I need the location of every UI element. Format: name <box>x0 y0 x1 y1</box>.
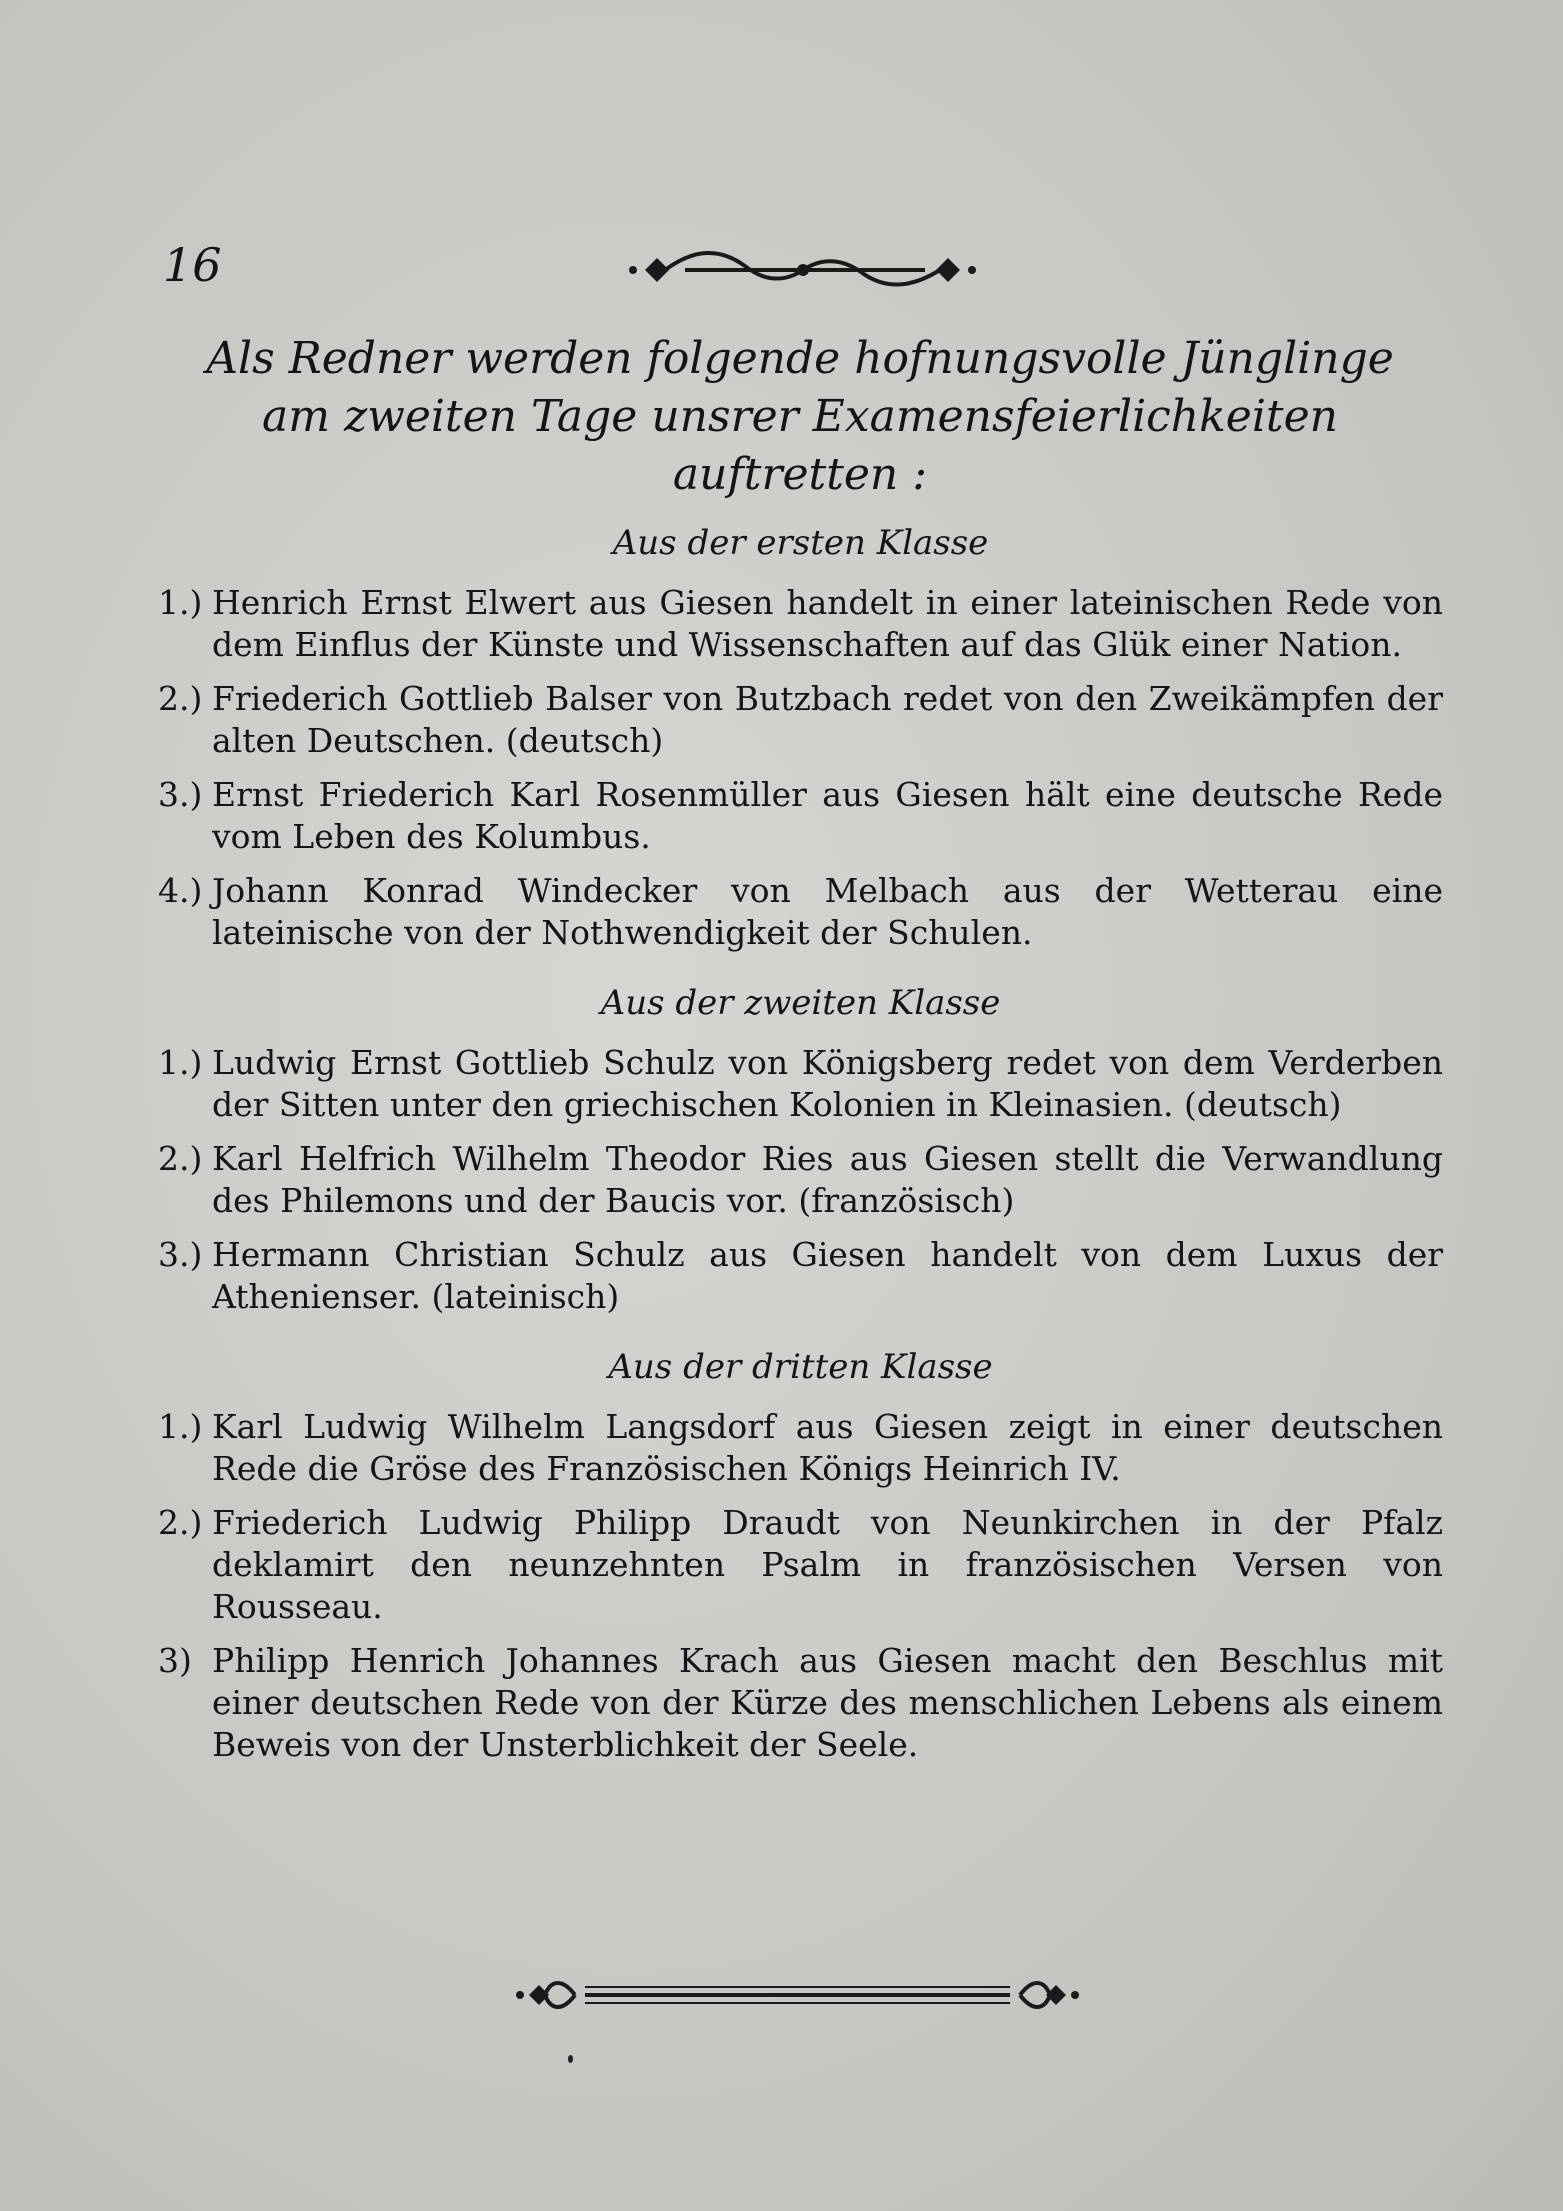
section-second-class <box>158 978 1443 1318</box>
section-title: Aus der ersten Klasse <box>612 523 989 563</box>
list-item <box>158 1640 1443 1766</box>
entry-text: Johann Konrad Windecker von Melbach aus der Wetterau eine lateinische von der Nothwendigkeit der Schulen. <box>212 871 1443 952</box>
heading-line: auftretten : <box>672 449 928 500</box>
ink-speck <box>568 2055 573 2063</box>
list-item <box>158 1502 1443 1628</box>
entry-text: Karl Helfrich Wilhelm Theodor Ries aus Giesen stellt die Verwandlung des Philemons und der Baucis vor. (französisch) <box>212 1139 1443 1220</box>
list-item <box>158 1406 1443 1490</box>
section-title: Aus der dritten Klasse <box>608 1347 993 1387</box>
page-number: 16 <box>163 238 222 292</box>
top-ornament-icon <box>625 238 980 302</box>
list-item <box>158 870 1443 954</box>
entry-text: Friederich Gottlieb Balser von Butzbach redet von den Zweikämpfen der alten Deutschen. (deutsch) <box>212 679 1443 760</box>
bottom-ornament-icon <box>515 1965 1080 2025</box>
entry-number: 1.) <box>158 1407 203 1446</box>
entry-number: 2.) <box>158 1139 203 1178</box>
entry-text: Friederich Ludwig Philipp Draudt von Neunkirchen in der Pfalz deklamirt den neunzehnten Psalm in französischen Versen von Rousseau. <box>212 1503 1443 1626</box>
entry-number: 3.) <box>158 775 203 814</box>
entry-number: 2.) <box>158 679 203 718</box>
list-item <box>158 678 1443 762</box>
section-title: Aus der zweiten Klasse <box>600 983 1001 1023</box>
section-first-class <box>158 518 1443 954</box>
entry-number: 4.) <box>158 871 203 910</box>
entry-text: Ludwig Ernst Gottlieb Schulz von Königsberg redet von dem Verderben der Sitten unter den griechischen Kolonien in Kleinasien. (deutsch) <box>212 1043 1443 1124</box>
heading-line: am zweiten Tage unsrer Examensfeierlichkeiten <box>262 391 1338 442</box>
list-item <box>158 1138 1443 1222</box>
list-item <box>158 1234 1443 1318</box>
list-item <box>158 582 1443 666</box>
speaker-list <box>158 518 1443 1778</box>
entry-number: 1.) <box>158 583 203 622</box>
heading-line: Als Redner werden folgende hofnungsvolle Jünglinge <box>206 333 1394 384</box>
list-item <box>158 1042 1443 1126</box>
entry-number: 3) <box>158 1641 192 1680</box>
entry-text: Hermann Christian Schulz aus Giesen handelt von dem Luxus der Athenienser. (lateinisch) <box>212 1235 1443 1316</box>
section-third-class <box>158 1342 1443 1766</box>
entry-number: 3.) <box>158 1235 203 1274</box>
entry-number: 2.) <box>158 1503 203 1542</box>
entry-text: Ernst Friederich Karl Rosenmüller aus Giesen hält eine deutsche Rede vom Leben des Kolumbus. <box>212 775 1443 856</box>
entry-text: Karl Ludwig Wilhelm Langsdorf aus Giesen zeigt in einer deutschen Rede die Gröse des Französischen Königs Heinrich IV. <box>212 1407 1443 1488</box>
entry-text: Henrich Ernst Elwert aus Giesen handelt in einer lateinischen Rede von dem Einflus der Künste und Wissenschaften auf das Glük einer Nation. <box>212 583 1443 664</box>
announcement-heading <box>170 330 1430 504</box>
entry-number: 1.) <box>158 1043 203 1082</box>
entry-text: Philipp Henrich Johannes Krach aus Giesen macht den Beschlus mit einer deutschen Rede von der Kürze des menschlichen Lebens als einem Beweis von der Unsterblichkeit der Seele. <box>212 1641 1443 1764</box>
list-item <box>158 774 1443 858</box>
